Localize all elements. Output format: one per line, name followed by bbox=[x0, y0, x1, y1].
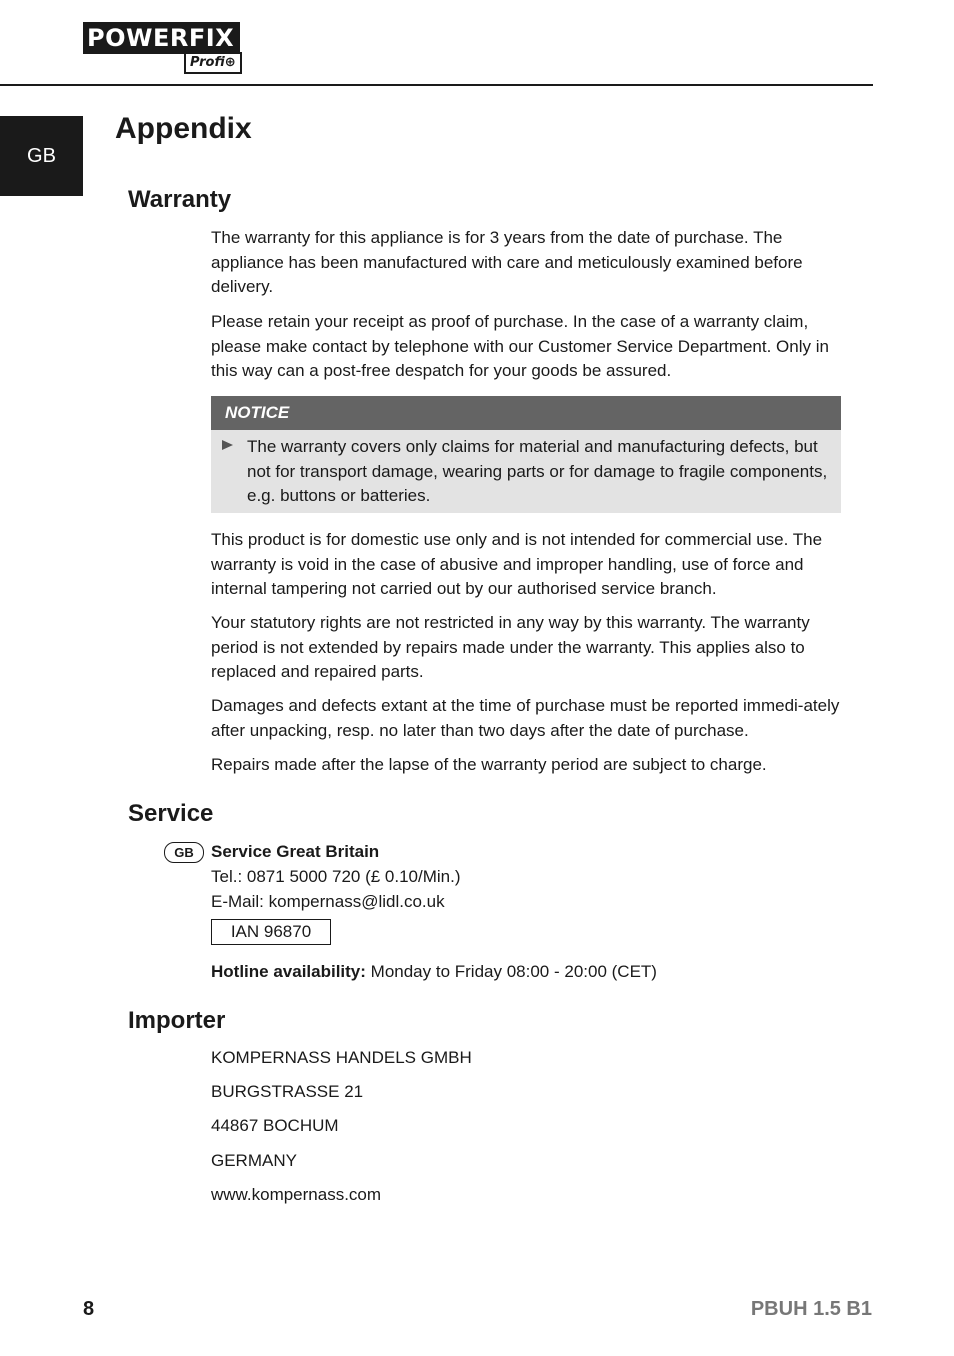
page-title: Appendix bbox=[115, 112, 252, 145]
service-name: Service Great Britain bbox=[211, 842, 380, 861]
ian-box: IAN 96870 bbox=[211, 919, 331, 945]
warranty-paragraph-5: Damages and defects extant at the time of purchase must be reported immedi-ately after unpacking, resp. no later than two days after the date of purchase. bbox=[211, 696, 840, 740]
warranty-paragraph-4: Your statutory rights are not restricted in any way by this warranty. The warranty period is not extended by repairs made under the warranty. This applies also to replaced and repaired parts. bbox=[211, 613, 810, 681]
warranty-paragraph-2: Please retain your receipt as proof of purchase. In the case of a warranty claim, please make contact by telephone with our Customer Service Department. Only in this way can a post-free despatch for your goods be assured. bbox=[211, 312, 829, 380]
bullet-triangle-icon bbox=[222, 440, 233, 450]
importer-heading: Importer bbox=[128, 1007, 226, 1034]
header-rule bbox=[0, 84, 873, 86]
importer-line: BURGSTRASSE 21 bbox=[211, 1082, 364, 1101]
page-number: 8 bbox=[83, 1298, 95, 1320]
warranty-paragraph-3: This product is for domestic use only and is not intended for commercial use. The warranty is void in the case of abusive and improper handling, use of force and internal tampering not carried out by our authorised service branch. bbox=[211, 530, 823, 598]
notice-item bbox=[211, 430, 841, 509]
service-tel: Tel.: 0871 5000 720 (£ 0.10/Min.) bbox=[211, 867, 461, 886]
service-email: E-Mail: kompernass@lidl.co.uk bbox=[211, 892, 445, 911]
logo-wordmark: POWERFIX bbox=[83, 22, 240, 54]
hotline-value: Monday to Friday 08:00 - 20:00 (CET) bbox=[365, 962, 657, 981]
hotline-label: Hotline availability: bbox=[211, 962, 366, 981]
country-badge: GB bbox=[164, 842, 204, 863]
logo-profi-mark: Profi⊕ bbox=[184, 52, 242, 74]
warranty-paragraph-1: The warranty for this appliance is for 3 years from the date of purchase. The appliance has been manufactured with care and meticulously examined before delivery. bbox=[211, 228, 803, 296]
importer-website: www.kompernass.com bbox=[211, 1185, 382, 1204]
warranty-paragraph-6: Repairs made after the lapse of the warranty period are subject to charge. bbox=[211, 755, 767, 774]
language-tab: GB bbox=[0, 116, 83, 196]
importer-line: GERMANY bbox=[211, 1151, 297, 1170]
notice-text: The warranty covers only claims for material and manufacturing defects, but not for transport damage, wearing parts or for damage to fragile components, e.g. buttons or batteries. bbox=[247, 437, 828, 505]
model-number: PBUH 1.5 B1 bbox=[750, 1298, 872, 1320]
hotline-line bbox=[211, 960, 657, 984]
powerfix-logo bbox=[83, 22, 258, 74]
importer-line: 44867 BOCHUM bbox=[211, 1116, 339, 1135]
notice-box bbox=[211, 396, 841, 513]
importer-line: KOMPERNASS HANDELS GMBH bbox=[211, 1048, 472, 1067]
service-heading: Service bbox=[128, 800, 214, 827]
notice-label: NOTICE bbox=[211, 396, 841, 430]
warranty-heading: Warranty bbox=[128, 186, 232, 213]
